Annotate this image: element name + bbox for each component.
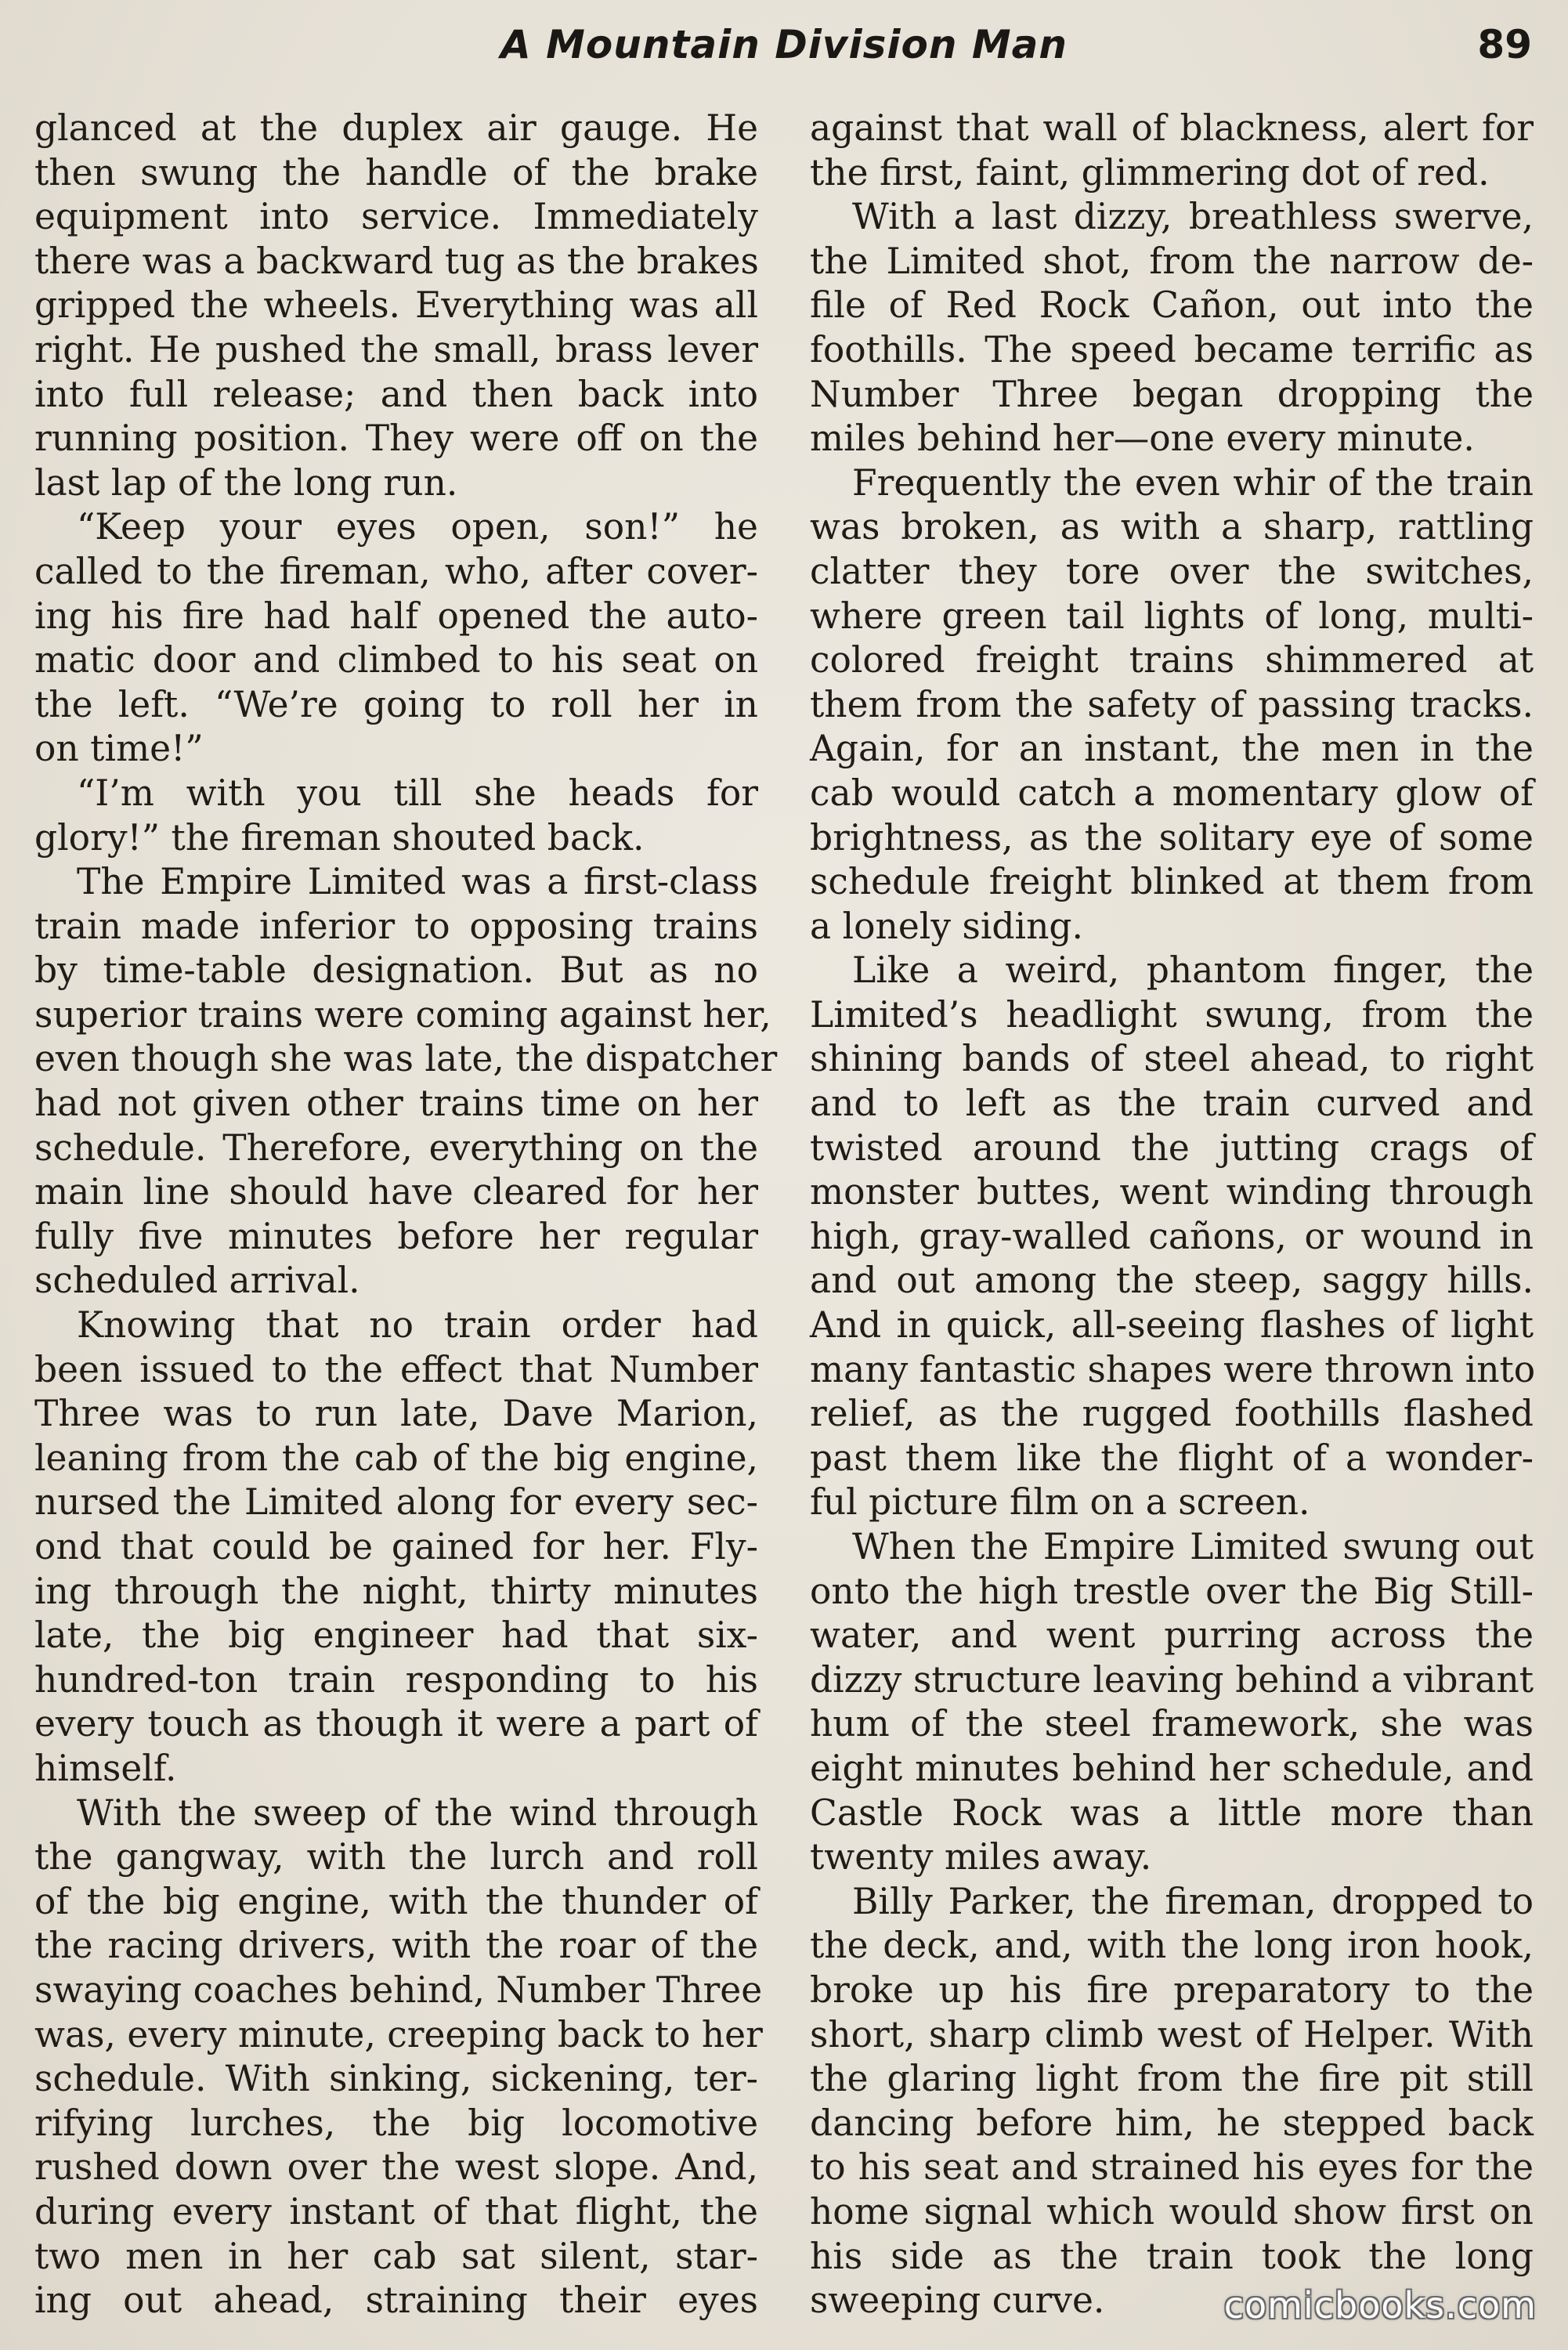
text-line: the deck, and, with the long iron hook, — [810, 1925, 1534, 1967]
text-line: was broken, as with a sharp, rattling — [810, 506, 1534, 548]
text-line: superior trains were coming against her, — [34, 993, 771, 1036]
text-line: Number Three began dropping the — [810, 373, 1534, 415]
text-line: monster buttes, went winding through — [810, 1171, 1534, 1213]
text-line: Knowing that no train order had — [77, 1304, 758, 1347]
watermark: comicbooks.com — [1223, 2284, 1537, 2326]
text-line: against that wall of blackness, alert for — [810, 107, 1534, 149]
text-line: late, the big engineer had that six- — [34, 1614, 758, 1657]
text-line: into full release; and then back into — [34, 373, 758, 415]
text-line: past them like the flight of a wonder- — [810, 1437, 1534, 1479]
text-line: glory!” the fireman shouted back. — [34, 816, 645, 859]
text-line: With the sweep of the wind through — [77, 1791, 758, 1834]
text-line: Billy Parker, the fireman, dropped to — [852, 1880, 1534, 1922]
text-line: short, sharp climb west of Helper. With — [810, 2013, 1534, 2055]
page-number: 89 — [1477, 22, 1532, 67]
text-line: last lap of the long run. — [34, 461, 458, 504]
text-line: the glaring light from the fire pit still — [810, 2058, 1534, 2100]
text-line: two men in her cab sat silent, star- — [34, 2235, 758, 2277]
text-line: ond that could be gained for her. Fly- — [34, 1526, 758, 1567]
text-line: Again, for an instant, the men in the — [810, 728, 1534, 770]
text-line: Limited’s headlight swung, from the — [810, 993, 1534, 1036]
text-line: equipment into service. Immediately — [34, 196, 758, 238]
text-line: twisted around the jutting crags of — [810, 1126, 1534, 1169]
text-line: When the Empire Limited swung out — [852, 1526, 1534, 1567]
text-line: Frequently the even whir of the train — [852, 461, 1534, 504]
text-line: swaying coaches behind, Number Three — [34, 1969, 763, 2011]
text-line: ing his fire had half opened the auto- — [34, 595, 758, 637]
text-line: The Empire Limited was a first-class — [77, 861, 758, 903]
text-line: leaning from the cab of the big engine, — [34, 1437, 758, 1479]
text-line: running position. They were off on the — [34, 418, 758, 460]
text-line: Castle Rock was a little more than — [810, 1791, 1534, 1834]
text-line: nursed the Limited along for every sec- — [34, 1481, 758, 1524]
text-line: schedule. With sinking, sickening, ter- — [34, 2058, 758, 2100]
text-line: the left. “We’re going to roll her in — [34, 683, 758, 725]
text-line: “Keep your eyes open, son!” he — [77, 506, 758, 548]
text-line: rifying lurches, the big locomotive — [34, 2102, 758, 2144]
text-line: train made inferior to opposing trains — [34, 905, 758, 947]
text-line: glanced at the duplex air gauge. He — [34, 107, 758, 149]
text-line: hum of the steel framework, she was — [810, 1703, 1534, 1745]
text-line: With a last dizzy, breathless swerve, — [852, 196, 1534, 238]
text-line: fully five minutes before her regular — [34, 1215, 758, 1257]
text-line: brightness, as the solitary eye of some — [810, 816, 1534, 859]
text-line: been issued to the effect that Number — [34, 1348, 758, 1390]
right-text-column — [810, 107, 1534, 2323]
text-line: cab would catch a momentary glow of — [810, 772, 1534, 814]
text-line: on time!” — [34, 728, 204, 770]
text-line: “I’m with you till she heads for — [77, 772, 758, 814]
text-line: had not given other trains time on her — [34, 1083, 758, 1125]
text-line: many fantastic shapes were thrown into — [810, 1348, 1536, 1390]
text-line: high, gray-walled cañons, or wound in — [810, 1215, 1534, 1257]
text-line: clatter they tore over the switches, — [810, 550, 1534, 592]
text-line: called to the fireman, who, after cover- — [34, 550, 758, 592]
text-line: hundred-ton train responding to his — [34, 1658, 758, 1701]
text-line: then swung the handle of the brake — [34, 151, 758, 193]
running-title: A Mountain Division Man — [500, 22, 1068, 67]
text-line: even though she was late, the dispatcher — [34, 1038, 778, 1080]
text-line: sweeping curve. — [810, 2280, 1105, 2322]
text-line: rushed down over the west slope. And, — [34, 2146, 758, 2189]
text-line: ful picture film on a screen. — [810, 1481, 1310, 1524]
text-line: ing out ahead, straining their eyes — [34, 2280, 758, 2322]
text-line: matic door and climbed to his seat on — [34, 639, 758, 682]
text-line: shining bands of steel ahead, to right — [810, 1038, 1534, 1080]
text-line: the Limited shot, from the narrow de- — [810, 240, 1534, 282]
text-line: of the big engine, with the thunder of — [34, 1880, 758, 1922]
text-line: eight minutes behind her schedule, and — [810, 1747, 1534, 1789]
text-line: right. He pushed the small, brass lever — [34, 328, 758, 371]
text-line: schedule. Therefore, everything on the — [34, 1126, 758, 1169]
text-line: And in quick, all-seeing flashes of light — [810, 1304, 1534, 1347]
text-line: broke up his fire preparatory to the — [810, 1969, 1534, 2011]
text-line: foothills. The speed became terrific as — [810, 328, 1534, 371]
text-line: was, every minute, creeping back to her — [34, 2013, 763, 2055]
text-line: scheduled arrival. — [34, 1260, 360, 1302]
text-line: main line should have cleared for her — [34, 1171, 758, 1213]
text-line: twenty miles away. — [810, 1836, 1152, 1878]
text-line: to his seat and strained his eyes for the — [810, 2146, 1534, 2189]
text-line: every touch as though it were a part of — [34, 1703, 758, 1745]
text-line: where green tail lights of long, multi- — [810, 595, 1534, 637]
text-line: the first, faint, glimmering dot of red. — [810, 151, 1490, 193]
text-line: miles behind her—one every minute. — [810, 418, 1475, 460]
text-line: file of Red Rock Cañon, out into the — [810, 284, 1534, 327]
text-line: his side as the train took the long — [810, 2235, 1534, 2277]
text-line: the racing drivers, with the roar of the — [34, 1925, 758, 1967]
text-line: and to left as the train curved and — [810, 1083, 1534, 1125]
text-line: onto the high trestle over the Big Still- — [810, 1570, 1534, 1612]
left-text-column — [34, 107, 778, 2323]
text-line: home signal which would show first on — [810, 2190, 1534, 2232]
text-line: himself. — [34, 1747, 177, 1789]
text-line: Three was to run late, Dave Marion, — [34, 1393, 758, 1435]
text-line: ing through the night, thirty minutes — [34, 1570, 758, 1612]
text-line: dancing before him, he stepped back — [810, 2102, 1534, 2144]
text-line: and out among the steep, saggy hills. — [810, 1260, 1534, 1302]
text-line: Like a weird, phantom finger, the — [852, 949, 1534, 992]
text-line: water, and went purring across the — [810, 1614, 1534, 1657]
text-line: them from the safety of passing tracks. — [810, 683, 1534, 725]
text-line: by time-table designation. But as no — [34, 949, 758, 992]
text-line: the gangway, with the lurch and roll — [34, 1836, 758, 1878]
text-line: colored freight trains shimmered at — [810, 639, 1534, 682]
text-line: dizzy structure leaving behind a vibrant — [810, 1658, 1534, 1701]
text-line: a lonely siding. — [810, 905, 1083, 947]
text-line: there was a backward tug as the brakes — [34, 240, 759, 282]
text-line: during every instant of that flight, the — [34, 2190, 758, 2232]
text-line: relief, as the rugged foothills flashed — [810, 1393, 1534, 1435]
text-line: schedule freight blinked at them from — [810, 861, 1534, 903]
page-header — [0, 22, 1568, 77]
text-line: gripped the wheels. Everything was all — [34, 284, 758, 327]
